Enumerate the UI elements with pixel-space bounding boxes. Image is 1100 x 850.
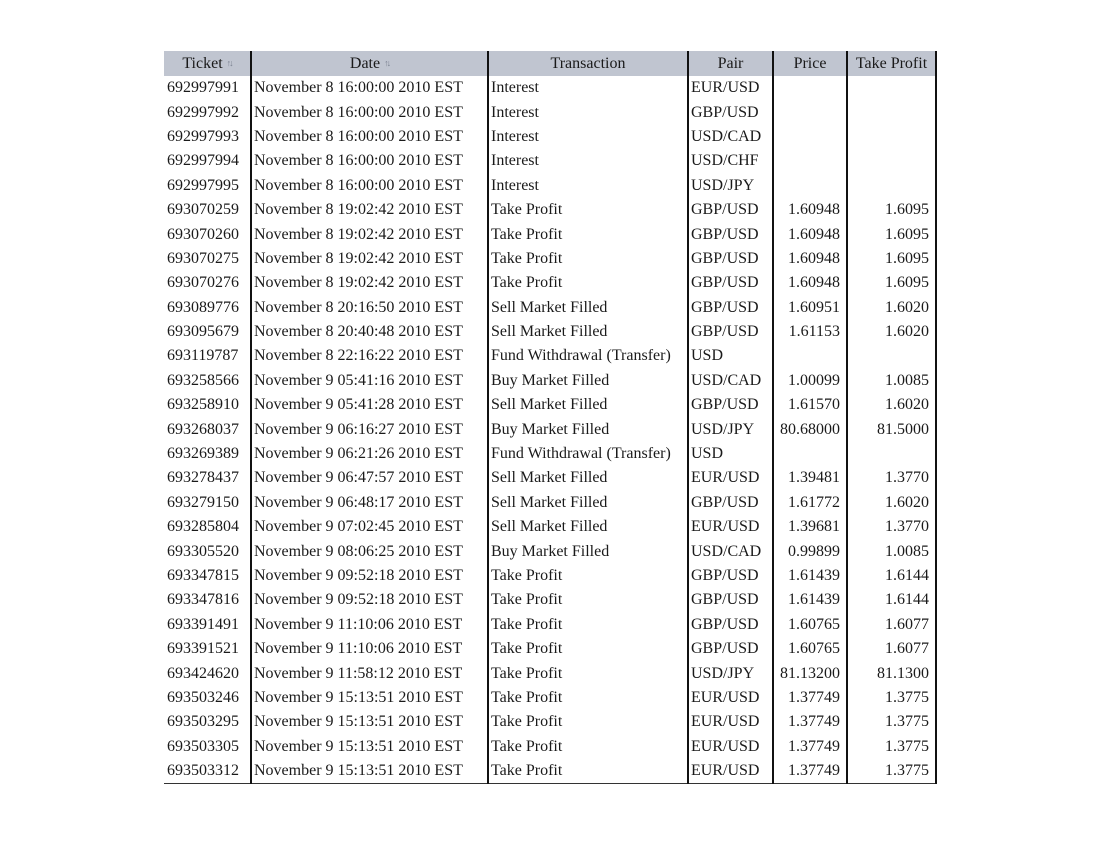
cell-price: 1.61772 xyxy=(773,491,847,515)
cell-date: November 9 15:13:51 2010 EST xyxy=(251,710,488,734)
cell-date: November 9 05:41:28 2010 EST xyxy=(251,393,488,417)
cell-price: 80.68000 xyxy=(773,417,847,441)
cell-take-profit: 1.6020 xyxy=(847,320,936,344)
table-row xyxy=(164,369,936,393)
cell-pair: GBP/USD xyxy=(688,393,773,417)
cell-ticket: 692997995 xyxy=(167,176,239,194)
table-row xyxy=(164,661,936,685)
table-row xyxy=(164,222,936,246)
table-row xyxy=(164,442,936,466)
cell-price: 1.39481 xyxy=(773,466,847,490)
table-row xyxy=(164,710,936,734)
cell-take-profit: 1.6020 xyxy=(847,393,936,417)
table-row xyxy=(164,174,936,198)
cell-date: November 9 06:16:27 2010 EST xyxy=(251,417,488,441)
cell-pair: EUR/USD xyxy=(688,515,773,539)
cell-pair: GBP/USD xyxy=(688,100,773,124)
cell-date: November 9 05:41:16 2010 EST xyxy=(251,369,488,393)
cell-take-profit xyxy=(847,344,936,368)
cell-transaction: Sell Market Filled xyxy=(488,393,688,417)
table-row xyxy=(164,149,936,173)
cell-price: 1.61439 xyxy=(773,588,847,612)
cell-take-profit: 1.6095 xyxy=(847,198,936,222)
cell-transaction: Take Profit xyxy=(488,247,688,271)
column-header-transaction xyxy=(488,51,688,76)
table-row xyxy=(164,564,936,588)
cell-price: 1.60948 xyxy=(773,247,847,271)
cell-take-profit: 1.6095 xyxy=(847,222,936,246)
table-body xyxy=(164,76,936,784)
cell-pair: EUR/USD xyxy=(688,466,773,490)
cell-transaction: Interest xyxy=(488,149,688,173)
table-row xyxy=(164,637,936,661)
cell-ticket: 693285804 xyxy=(167,518,239,536)
cell-price xyxy=(773,344,847,368)
cell-take-profit: 1.0085 xyxy=(847,369,936,393)
cell-take-profit: 1.3775 xyxy=(847,759,936,784)
cell-transaction: Fund Withdrawal (Transfer) xyxy=(488,344,688,368)
table-row xyxy=(164,296,936,320)
cell-transaction: Take Profit xyxy=(488,588,688,612)
cell-pair: GBP/USD xyxy=(688,320,773,344)
cell-price: 1.61570 xyxy=(773,393,847,417)
cell-transaction: Take Profit xyxy=(488,637,688,661)
cell-transaction: Take Profit xyxy=(488,564,688,588)
cell-ticket: 693424620 xyxy=(167,664,239,682)
table-row xyxy=(164,491,936,515)
transaction-history-table xyxy=(164,51,937,784)
column-header-label: Date xyxy=(349,55,381,72)
cell-price: 0.99899 xyxy=(773,539,847,563)
cell-price xyxy=(773,100,847,124)
table-row xyxy=(164,320,936,344)
cell-ticket: 693258910 xyxy=(167,396,239,414)
cell-take-profit: 1.6077 xyxy=(847,613,936,637)
cell-take-profit: 1.6095 xyxy=(847,247,936,271)
cell-pair: EUR/USD xyxy=(688,76,773,100)
cell-date: November 8 19:02:42 2010 EST xyxy=(251,247,488,271)
cell-date: November 8 19:02:42 2010 EST xyxy=(251,271,488,295)
cell-transaction: Interest xyxy=(488,125,688,149)
cell-date: November 9 06:47:57 2010 EST xyxy=(251,466,488,490)
cell-date: November 8 16:00:00 2010 EST xyxy=(251,125,488,149)
cell-price: 1.60948 xyxy=(773,271,847,295)
cell-ticket: 693070259 xyxy=(167,201,239,219)
cell-date: November 8 19:02:42 2010 EST xyxy=(251,222,488,246)
cell-ticket: 693095679 xyxy=(167,323,239,341)
table-row xyxy=(164,344,936,368)
cell-date: November 8 19:02:42 2010 EST xyxy=(251,198,488,222)
table-row xyxy=(164,393,936,417)
cell-take-profit xyxy=(847,100,936,124)
cell-ticket: 693391491 xyxy=(167,615,239,633)
table-row xyxy=(164,100,936,124)
cell-date: November 8 16:00:00 2010 EST xyxy=(251,149,488,173)
header-row xyxy=(164,51,936,76)
column-header-label: Take Profit xyxy=(855,54,928,72)
cell-pair: EUR/USD xyxy=(688,710,773,734)
table-row xyxy=(164,759,936,784)
cell-ticket: 693305520 xyxy=(167,542,239,560)
cell-transaction: Interest xyxy=(488,76,688,100)
cell-pair: USD/CHF xyxy=(688,149,773,173)
cell-price: 1.60948 xyxy=(773,222,847,246)
cell-transaction: Fund Withdrawal (Transfer) xyxy=(488,442,688,466)
cell-pair: USD/CAD xyxy=(688,125,773,149)
cell-pair: GBP/USD xyxy=(688,588,773,612)
cell-ticket: 693119787 xyxy=(167,347,239,365)
cell-take-profit: 1.3770 xyxy=(847,515,936,539)
table-header xyxy=(164,51,936,76)
cell-take-profit: 81.5000 xyxy=(847,417,936,441)
cell-take-profit: 1.6077 xyxy=(847,637,936,661)
cell-take-profit: 1.6144 xyxy=(847,564,936,588)
cell-ticket: 692997993 xyxy=(167,127,239,145)
cell-price xyxy=(773,442,847,466)
cell-price xyxy=(773,125,847,149)
sort-arrows-icon[interactable]: ↑↓ xyxy=(226,58,232,68)
cell-pair: USD xyxy=(688,442,773,466)
table-row xyxy=(164,466,936,490)
cell-ticket: 692997992 xyxy=(167,103,239,121)
cell-date: November 8 16:00:00 2010 EST xyxy=(251,76,488,100)
cell-take-profit: 1.3775 xyxy=(847,710,936,734)
cell-take-profit xyxy=(847,125,936,149)
cell-transaction: Take Profit xyxy=(488,661,688,685)
column-header-label: Pair xyxy=(717,54,744,72)
cell-date: November 9 09:52:18 2010 EST xyxy=(251,588,488,612)
cell-date: November 9 15:13:51 2010 EST xyxy=(251,759,488,784)
cell-take-profit: 1.3770 xyxy=(847,466,936,490)
column-header-pair xyxy=(688,51,773,76)
cell-ticket: 693278437 xyxy=(167,469,239,487)
cell-ticket: 693347816 xyxy=(167,591,239,609)
cell-price: 1.61153 xyxy=(773,320,847,344)
cell-date: November 9 11:10:06 2010 EST xyxy=(251,637,488,661)
sort-arrows-icon[interactable]: ↑↓ xyxy=(384,58,390,68)
cell-transaction: Interest xyxy=(488,174,688,198)
table-row xyxy=(164,588,936,612)
cell-transaction: Take Profit xyxy=(488,198,688,222)
cell-pair: USD/CAD xyxy=(688,539,773,563)
cell-pair: USD/JPY xyxy=(688,417,773,441)
cell-take-profit: 1.3775 xyxy=(847,735,936,759)
column-header-label: Ticket xyxy=(182,55,223,72)
cell-pair: GBP/USD xyxy=(688,271,773,295)
cell-ticket: 693503246 xyxy=(167,688,239,706)
cell-price xyxy=(773,76,847,100)
cell-date: November 9 11:10:06 2010 EST xyxy=(251,613,488,637)
cell-transaction: Sell Market Filled xyxy=(488,491,688,515)
cell-ticket: 693279150 xyxy=(167,493,239,511)
cell-date: November 9 15:13:51 2010 EST xyxy=(251,735,488,759)
cell-price xyxy=(773,174,847,198)
cell-pair: GBP/USD xyxy=(688,637,773,661)
cell-transaction: Buy Market Filled xyxy=(488,369,688,393)
cell-date: November 9 11:58:12 2010 EST xyxy=(251,661,488,685)
table-row xyxy=(164,735,936,759)
cell-transaction: Take Profit xyxy=(488,613,688,637)
transaction-history-table-container xyxy=(164,51,936,784)
cell-date: November 9 08:06:25 2010 EST xyxy=(251,539,488,563)
cell-date: November 8 16:00:00 2010 EST xyxy=(251,174,488,198)
cell-price: 1.37749 xyxy=(773,710,847,734)
cell-take-profit: 1.6020 xyxy=(847,296,936,320)
cell-date: November 9 09:52:18 2010 EST xyxy=(251,564,488,588)
cell-take-profit: 1.6095 xyxy=(847,271,936,295)
cell-pair: GBP/USD xyxy=(688,296,773,320)
cell-price xyxy=(773,149,847,173)
column-header-ticket[interactable] xyxy=(164,51,251,76)
cell-date: November 9 06:48:17 2010 EST xyxy=(251,491,488,515)
cell-pair: GBP/USD xyxy=(688,198,773,222)
table-row xyxy=(164,125,936,149)
cell-take-profit: 1.3775 xyxy=(847,686,936,710)
table-row xyxy=(164,76,936,100)
cell-take-profit xyxy=(847,174,936,198)
cell-transaction: Take Profit xyxy=(488,271,688,295)
cell-pair: EUR/USD xyxy=(688,759,773,784)
cell-price: 1.37749 xyxy=(773,759,847,784)
cell-pair: GBP/USD xyxy=(688,564,773,588)
cell-ticket: 693268037 xyxy=(167,420,239,438)
cell-transaction: Sell Market Filled xyxy=(488,296,688,320)
cell-ticket: 693503312 xyxy=(164,759,251,784)
cell-date: November 8 22:16:22 2010 EST xyxy=(251,344,488,368)
cell-price: 1.60948 xyxy=(773,198,847,222)
cell-transaction: Sell Market Filled xyxy=(488,515,688,539)
cell-pair: EUR/USD xyxy=(688,735,773,759)
cell-ticket: 692997991 xyxy=(167,79,239,97)
cell-date: November 8 20:16:50 2010 EST xyxy=(251,296,488,320)
cell-ticket: 693070275 xyxy=(167,249,239,267)
cell-ticket: 693347815 xyxy=(167,567,239,584)
cell-pair: GBP/USD xyxy=(688,491,773,515)
cell-date: November 8 16:00:00 2010 EST xyxy=(251,100,488,124)
cell-pair: USD/JPY xyxy=(688,661,773,685)
cell-take-profit xyxy=(847,442,936,466)
cell-transaction: Sell Market Filled xyxy=(488,320,688,344)
cell-price: 1.00099 xyxy=(773,369,847,393)
cell-transaction: Take Profit xyxy=(488,686,688,710)
column-header-date[interactable] xyxy=(251,51,488,76)
cell-pair: USD xyxy=(688,344,773,368)
cell-price: 1.60765 xyxy=(773,613,847,637)
cell-ticket: 693269389 xyxy=(167,445,239,463)
cell-ticket: 693070276 xyxy=(167,274,239,292)
cell-price: 1.37749 xyxy=(773,735,847,759)
table-row xyxy=(164,539,936,563)
cell-pair: USD/CAD xyxy=(688,369,773,393)
cell-take-profit: 1.6144 xyxy=(847,588,936,612)
cell-ticket: 693258566 xyxy=(167,371,239,389)
cell-price: 1.60951 xyxy=(773,296,847,320)
cell-pair: GBP/USD xyxy=(688,247,773,271)
cell-transaction: Buy Market Filled xyxy=(488,539,688,563)
cell-transaction: Take Profit xyxy=(488,735,688,759)
cell-take-profit: 81.1300 xyxy=(847,661,936,685)
table-row xyxy=(164,198,936,222)
cell-take-profit: 1.0085 xyxy=(847,539,936,563)
table-row xyxy=(164,515,936,539)
cell-pair: USD/JPY xyxy=(688,174,773,198)
cell-ticket: 693503305 xyxy=(167,737,239,755)
cell-ticket: 693503295 xyxy=(167,713,239,731)
cell-date: November 8 20:40:48 2010 EST xyxy=(251,320,488,344)
cell-date: November 9 07:02:45 2010 EST xyxy=(251,515,488,539)
table-row xyxy=(164,271,936,295)
cell-pair: GBP/USD xyxy=(688,613,773,637)
column-header-label: Price xyxy=(793,54,827,72)
cell-ticket: 692997994 xyxy=(167,152,239,170)
cell-date: November 9 06:21:26 2010 EST xyxy=(251,442,488,466)
cell-price: 1.39681 xyxy=(773,515,847,539)
column-header-price xyxy=(773,51,847,76)
table-row xyxy=(164,247,936,271)
cell-transaction: Buy Market Filled xyxy=(488,417,688,441)
cell-ticket: 693070260 xyxy=(167,225,239,243)
cell-pair: EUR/USD xyxy=(688,686,773,710)
column-header-take-profit xyxy=(847,51,936,76)
table-row xyxy=(164,613,936,637)
cell-take-profit: 1.6020 xyxy=(847,491,936,515)
column-header-label: Transaction xyxy=(550,54,626,72)
cell-price: 1.61439 xyxy=(773,564,847,588)
cell-transaction: Take Profit xyxy=(488,222,688,246)
cell-price: 81.13200 xyxy=(773,661,847,685)
cell-transaction: Sell Market Filled xyxy=(488,466,688,490)
cell-date: November 9 15:13:51 2010 EST xyxy=(251,686,488,710)
cell-pair: GBP/USD xyxy=(688,222,773,246)
cell-take-profit xyxy=(847,149,936,173)
cell-price: 1.37749 xyxy=(773,686,847,710)
cell-transaction: Take Profit xyxy=(488,759,688,784)
cell-ticket: 693089776 xyxy=(167,298,239,316)
table-row xyxy=(164,686,936,710)
table-row xyxy=(164,417,936,441)
cell-ticket: 693391521 xyxy=(167,640,239,658)
cell-transaction: Interest xyxy=(488,100,688,124)
cell-price: 1.60765 xyxy=(773,637,847,661)
cell-transaction: Take Profit xyxy=(488,710,688,734)
cell-take-profit xyxy=(847,76,936,100)
